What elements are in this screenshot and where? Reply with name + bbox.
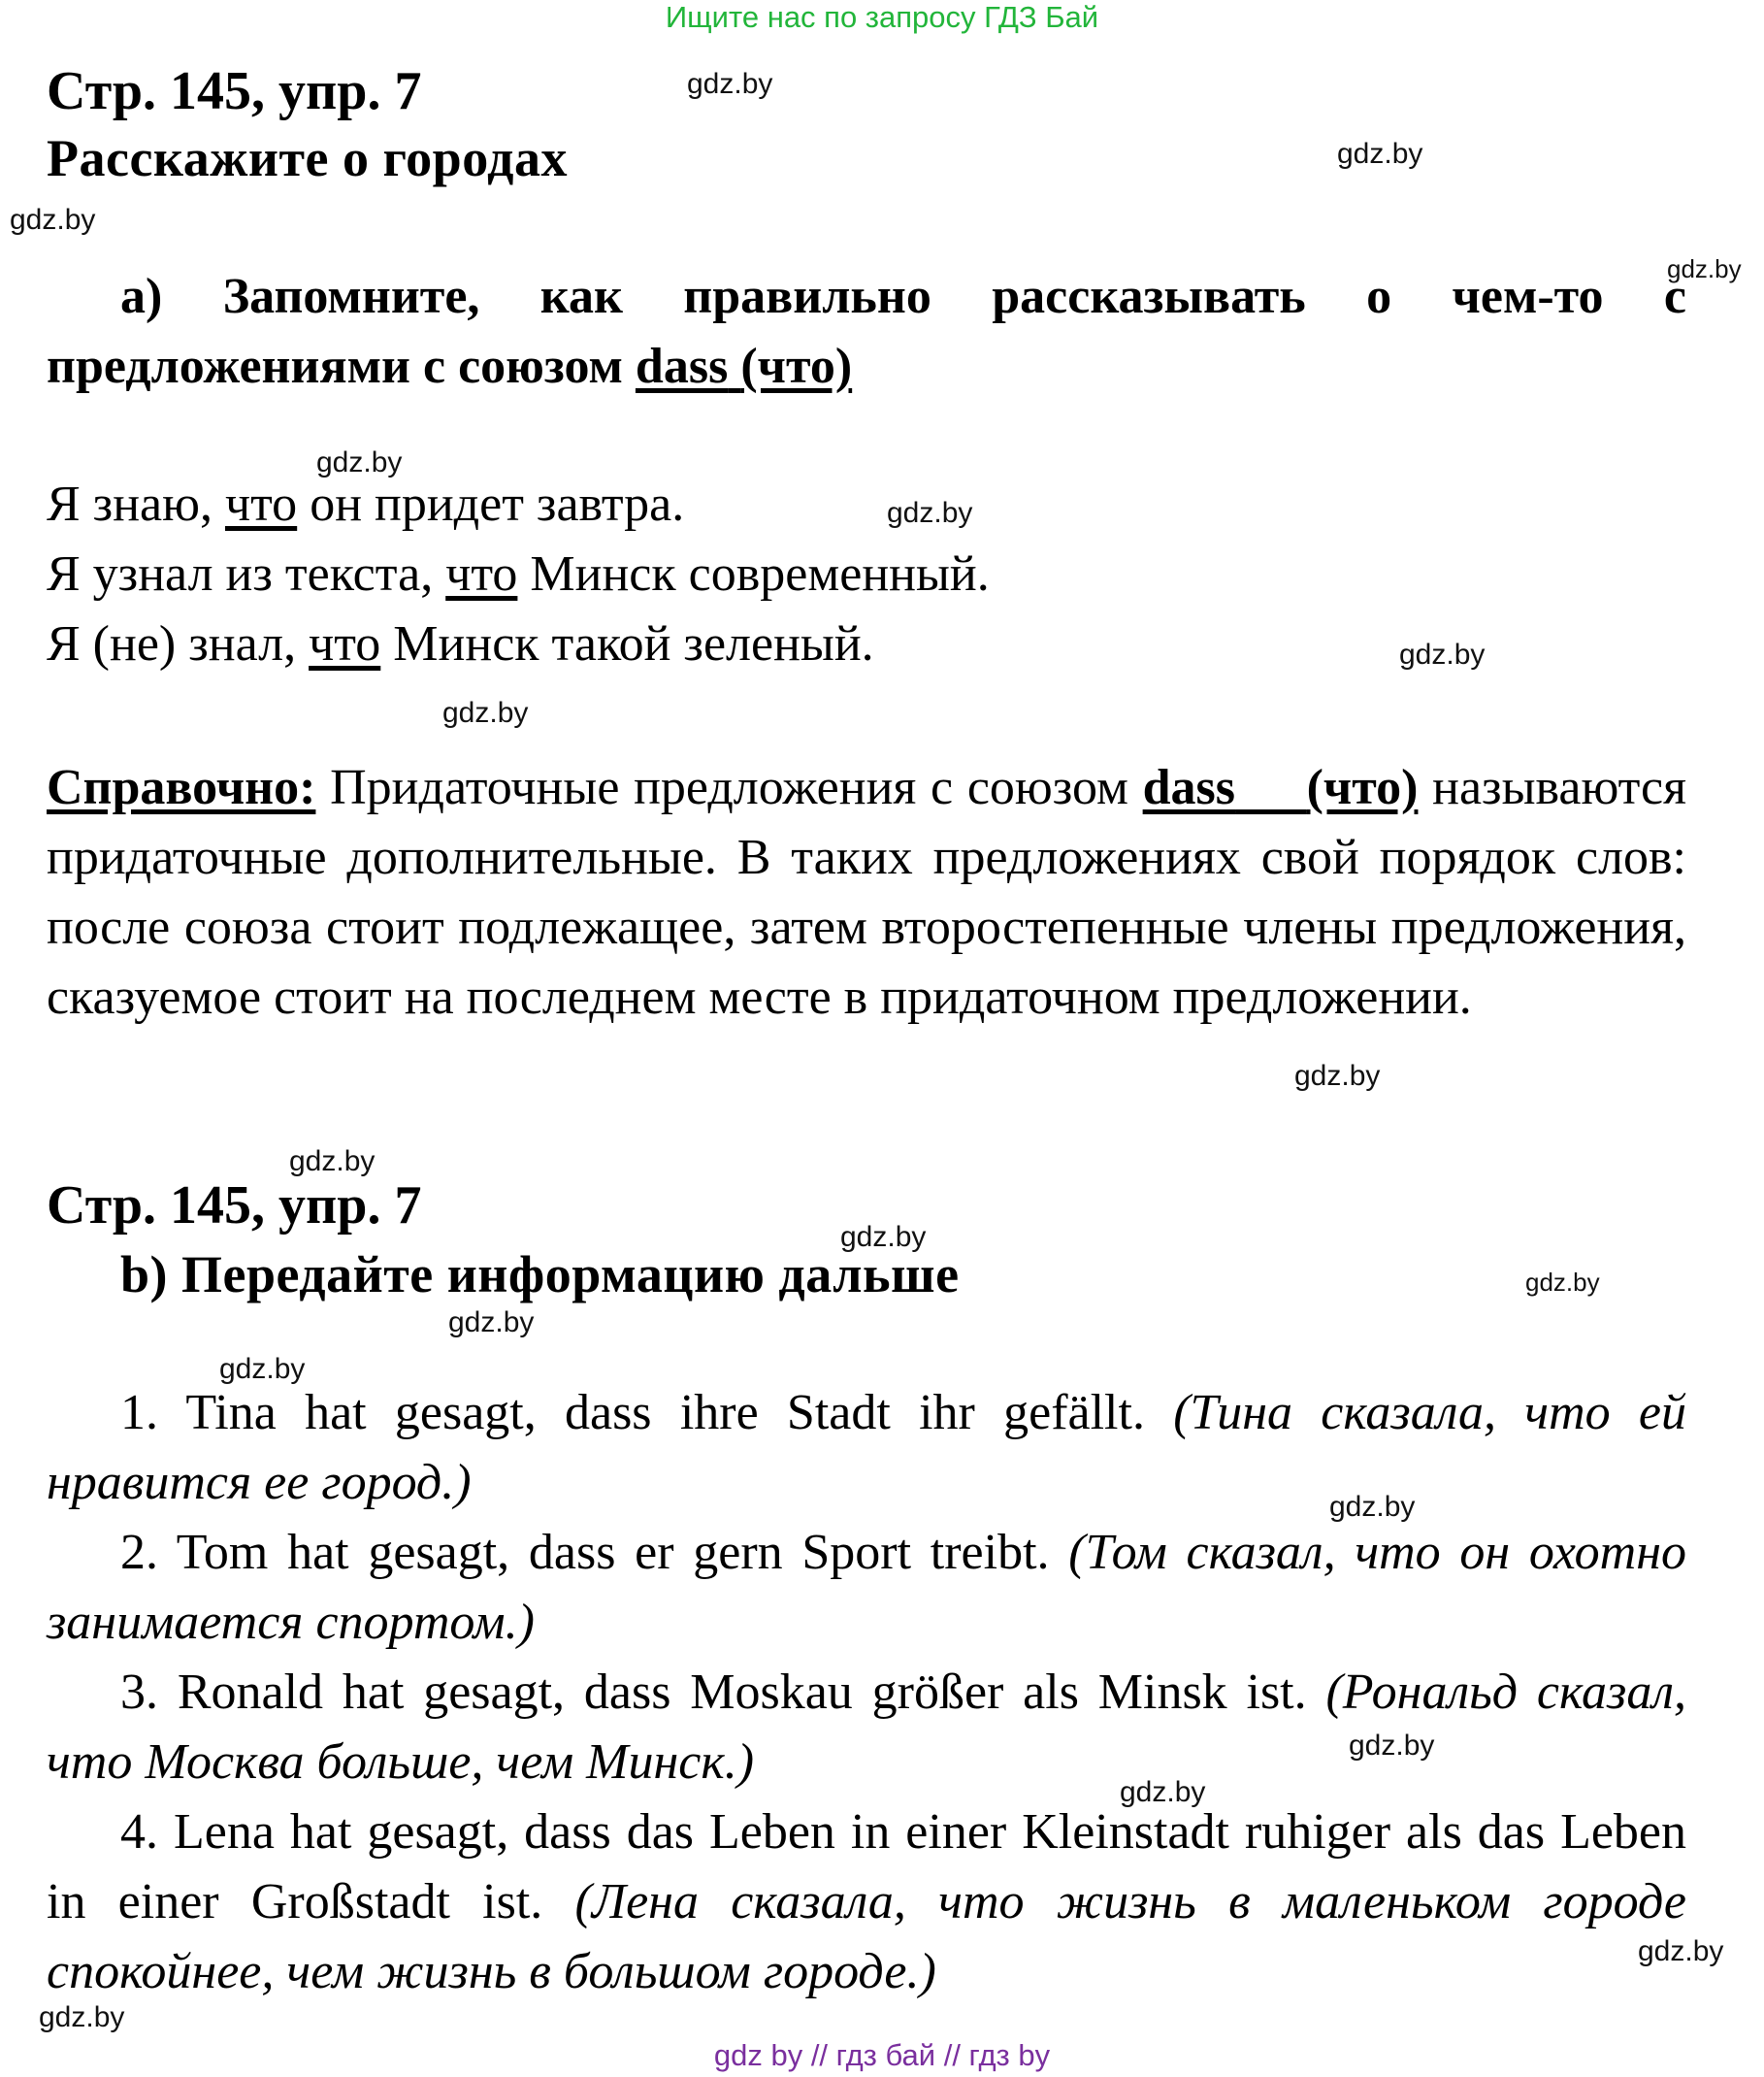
watermark: gdz.by xyxy=(442,697,529,729)
note-conj: dass xyxy=(1142,760,1236,815)
answer-1: 1. Tina hat gesagt, dass ihre Stadt ihr gefällt. (Тина сказала, что ей нравится ее город.) xyxy=(47,1385,1686,1510)
task-b: b) Передайте информацию дальше xyxy=(120,1245,960,1303)
answer-4: 4. Lena hat gesagt, dass das Leben in einer Kleinstadt ruhiger als das Leben in einer Großstadt ist. (Лена сказала, что жизнь в маленьком городе спокойнее, чем жизнь в большом городе.) xyxy=(47,1804,1687,1999)
note-conj-tr: (что) xyxy=(1306,760,1419,815)
task-a-text: а) Запомните, как правильно рассказывать о чем-то с предложениями с союзом xyxy=(47,269,1686,394)
example-line-2: Я узнал из текста, что Минск современный. xyxy=(47,546,990,602)
watermark: gdz.by xyxy=(1337,138,1423,170)
watermark: gdz.by xyxy=(1294,1060,1381,1092)
watermark: gdz.by xyxy=(1399,639,1486,671)
note-label: Справочно: xyxy=(47,760,316,815)
watermark: gdz.by xyxy=(1120,1776,1206,1808)
watermark: gdz.by xyxy=(39,2001,125,2033)
answer-3: 3. Ronald hat gesagt, dass Moskau größer als Minsk ist. (Рональд сказал, что Москва больше, чем Минск.) xyxy=(47,1665,1687,1790)
example-line-3: Я (не) знал, что Минск такой зеленый. xyxy=(47,616,874,672)
watermark: gdz.by xyxy=(1525,1268,1600,1297)
footer-links: gdz by // гдз бай // гдз by xyxy=(713,2038,1051,2072)
page-subheading: Расскажите о городах xyxy=(47,129,568,187)
watermark: gdz.by xyxy=(887,497,973,529)
watermark: gdz.by xyxy=(289,1145,376,1177)
page-heading: Стр. 145, упр. 7 xyxy=(47,61,422,121)
watermark: gdz.by xyxy=(316,446,403,478)
watermark: gdz.by xyxy=(1638,1935,1724,1967)
task-a-conj: dass (что) xyxy=(635,339,853,394)
top-banner: Ищите нас по запросу ГДЗ Бай xyxy=(665,0,1099,34)
task-a xyxy=(47,262,1686,402)
watermark: gdz.by xyxy=(1667,254,1742,283)
watermark: gdz.by xyxy=(219,1353,306,1385)
example-line-1: Я знаю, что он придет завтра. xyxy=(47,477,685,532)
watermark: gdz.by xyxy=(687,68,773,100)
section2-heading: Стр. 145, упр. 7 xyxy=(47,1175,422,1236)
watermark: gdz.by xyxy=(840,1221,927,1253)
answer-2: 2. Tom hat gesagt, dass er gern Sport treibt. (Том сказал, что он охотно занимается спортом.) xyxy=(47,1525,1687,1650)
watermark: gdz.by xyxy=(10,204,96,236)
reference-note: Справочно: Придаточные предложения с союзом dass (что) называются придаточные дополнительные. В таких предложениях свой порядок слов: после союза стоит подлежащее, затем второстепенные члены предложения, сказуемое стоит на последнем месте в придаточном предложении. xyxy=(47,760,1687,1025)
watermark: gdz.by xyxy=(1329,1491,1416,1523)
watermark: gdz.by xyxy=(1349,1730,1435,1762)
watermark: gdz.by xyxy=(448,1306,535,1338)
